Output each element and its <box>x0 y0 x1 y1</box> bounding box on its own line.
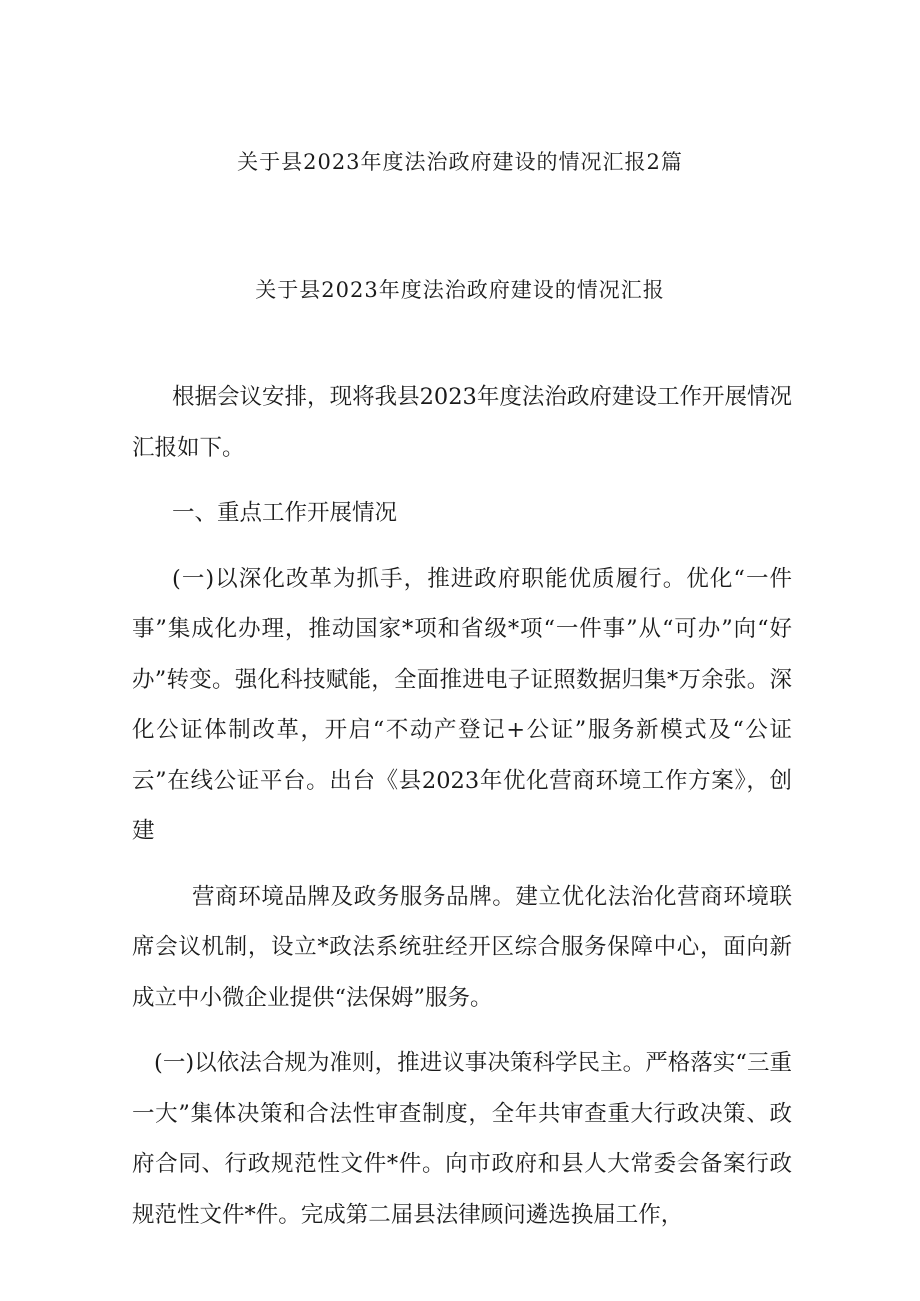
paragraph-business-environment: 营商环境品牌及政务服务品牌。建立优化法治化营商环境联席会议机制，设立*政法系统驻经开区综合服务保障中心，面向新成立中小微企业提供“法保姆”服务。 <box>132 883 792 1011</box>
paragraph-intro: 根据会议安排，现将我县2023年度法治政府建设工作开展情况汇报如下。 <box>132 384 792 461</box>
paragraph-reform: (一)以深化改革为抓手，推进政府职能优质履行。优化“一件事”集成化办理，推动国家*项和省级*项“一件事”从“可办”向“好办”转变。强化科技赋能，全面推进电子证照数据归集*万余张。深化公证体制改革，开启“不动产登记+公证”服务新模式及“公证云”在线公证平台。出台《县2023年优化营商环境工作方案》，创建 <box>132 565 792 844</box>
document-title: 关于县2023年度法治政府建设的情况汇报2篇 <box>237 150 683 174</box>
section-heading: 一、重点工作开展情况 <box>172 500 398 526</box>
document-subtitle: 关于县2023年度法治政府建设的情况汇报 <box>255 278 665 302</box>
paragraph-decision-making: (一)以依法合规为准则，推进议事决策科学民主。严格落实“三重一大”集体决策和合法性审查制度，全年共审查重大行政决策、政府合同、行政规范性文件*件。向市政府和县人大常委会备案行政规范性文件*件。完成第二届县法律顾问遴选换届工作， <box>132 1050 792 1228</box>
document-body <box>132 372 792 1255</box>
